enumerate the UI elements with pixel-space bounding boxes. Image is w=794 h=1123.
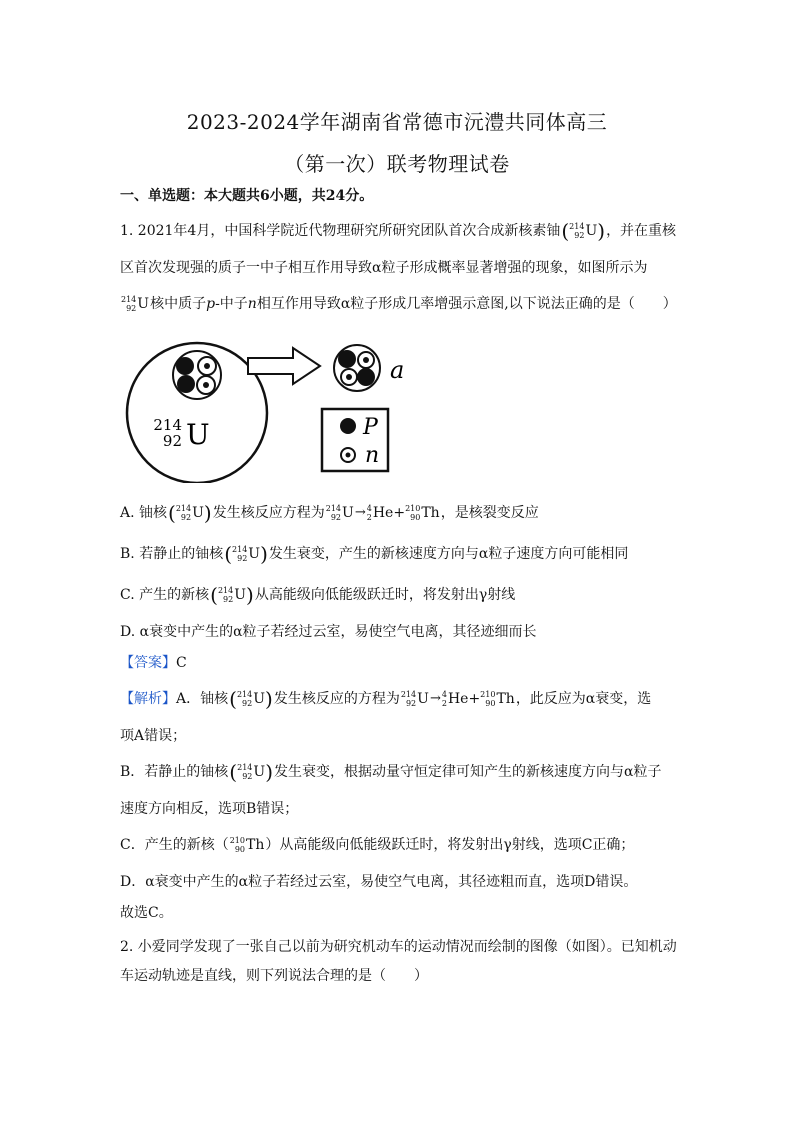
nuclide-u214	[561, 221, 605, 241]
paren-close: )	[265, 687, 273, 711]
figure-atomic-number: 92	[162, 432, 182, 450]
analysis-a-cont: 项A错误；	[120, 728, 187, 744]
option-b	[120, 544, 680, 564]
option-text: A. 铀核	[120, 505, 168, 521]
element-symbol: U	[585, 223, 598, 239]
mass-number: 214	[237, 763, 253, 772]
isotope-numbers	[569, 222, 584, 240]
analysis-text: ）从高能级向低能级跃迁时，将发射出γ射线，选项C正确；	[265, 837, 635, 853]
paren-open: (	[561, 219, 570, 243]
paren-open: (	[210, 583, 218, 607]
nuclide-th210	[230, 835, 265, 855]
paren-close: )	[246, 583, 254, 607]
analysis-d: D．α衰变中产生的α粒子若经过云室，易使空气电离，其径迹粗而直，选项D错误。	[120, 874, 638, 890]
analysis-c	[120, 835, 680, 855]
alpha-cluster-inside	[173, 351, 221, 399]
plus-sign: +	[393, 505, 406, 521]
answer-value: C	[176, 655, 187, 671]
nucleus-figure	[120, 338, 420, 483]
atomic-number: 92	[237, 554, 248, 563]
analysis-text: 发生衰变，根据动量守恒定律可知产生的新核速度方向与α粒子	[274, 764, 662, 780]
atomic-number: 92	[574, 231, 585, 240]
analysis-label: 【解析】	[120, 691, 176, 707]
q1-text: 1. 2021年4月，中国科学院近代物理研究所研究团队首次合成新核素铀	[120, 223, 561, 239]
analysis-b-cont: 速度方向相反，选项B错误；	[120, 801, 299, 817]
element-symbol: He	[372, 505, 394, 521]
answer-line	[120, 653, 680, 673]
mass-number: 210	[405, 504, 421, 513]
page-subtitle: （第一次）联考物理试卷	[284, 152, 510, 176]
atomic-number: 92	[126, 304, 137, 313]
q2-line1: 2. 小爱同学发现了一张自己以前为研究机动车的运动情况而绘制的图像（如图）。已知机动	[120, 939, 677, 955]
q1-line3	[120, 294, 680, 314]
mass-number: 214	[175, 504, 192, 513]
q1-text: 核中质子	[150, 296, 207, 312]
isotope-numbers	[480, 690, 495, 708]
option-text: 从高能级向低能级跃迁时，将发射出γ射线	[254, 587, 516, 603]
mass-number: 4	[366, 504, 372, 513]
answer-label: 【答案】	[120, 655, 176, 671]
analysis-text: B．若静止的铀核	[120, 764, 229, 780]
legend-neutron-label: n	[365, 443, 380, 468]
isotope-numbers	[442, 690, 447, 708]
option-a	[120, 503, 680, 523]
q1-line1	[120, 221, 680, 241]
paren-open: (	[168, 501, 176, 525]
atomic-number: 2	[441, 699, 447, 708]
option-text: ，是核裂变反应	[440, 505, 539, 521]
isotope-numbers	[176, 504, 191, 522]
analysis-text: 发生核反应的方程为	[273, 691, 400, 707]
nuclide-u214	[229, 762, 273, 782]
page-title: 2023-2024学年湖南省常德市沅澧共同体高三	[186, 110, 608, 134]
analysis-b	[120, 762, 680, 782]
mass-number: 214	[400, 690, 417, 699]
mass-number: 210	[229, 836, 245, 845]
element-symbol: U	[192, 505, 204, 521]
isotope-numbers	[405, 504, 420, 522]
plus-sign: +	[468, 691, 481, 707]
atomic-number: 92	[330, 513, 342, 522]
q1-line2: 区首次发现强的质子一中子相互作用导致α粒子形成概率显著增强的现象，如图所示为	[120, 260, 648, 276]
analysis-a	[120, 689, 680, 709]
analysis-text: C．产生的新核（	[120, 837, 229, 853]
mass-number: 210	[480, 690, 496, 699]
q1-text: ，并在重核	[606, 223, 677, 239]
option-text: C. 产生的新核	[120, 587, 210, 603]
atomic-number: 90	[410, 513, 421, 522]
reaction-equation	[326, 503, 440, 523]
q2-line2: 车运动轨迹是直线，则下列说法合理的是（ ）	[120, 968, 428, 984]
element-symbol: U	[137, 296, 150, 312]
option-d: D. α衰变中产生的α粒子若经过云室，易使空气电离，其径迹细而长	[120, 624, 537, 640]
mass-number: 214	[232, 545, 248, 554]
element-symbol: U	[253, 764, 266, 780]
isotope-numbers	[232, 545, 247, 563]
paren-close: )	[597, 219, 606, 243]
paren-close: )	[260, 542, 268, 566]
paren-close: )	[265, 760, 274, 784]
proton-symbol: p	[206, 296, 216, 312]
figure-element-symbol: U	[186, 418, 210, 451]
analysis-text: ，此反应为α衰变，选	[515, 691, 652, 707]
element-symbol: Th	[421, 505, 440, 521]
analysis-text: A．铀核	[176, 691, 229, 707]
isotope-numbers	[230, 836, 245, 854]
element-symbol: U	[253, 691, 266, 707]
mass-number: 4	[441, 690, 447, 699]
section-heading: 一、单选题：本大题共6小题，共24分。	[120, 188, 374, 204]
atomic-number: 90	[234, 845, 245, 854]
element-symbol: U	[342, 505, 354, 521]
mass-number: 214	[325, 504, 342, 513]
reaction-equation	[401, 689, 515, 709]
alpha-label: a	[390, 356, 405, 384]
reaction-arrow: →	[354, 505, 366, 520]
q1-text: -中子	[215, 296, 248, 312]
atomic-number: 92	[180, 513, 192, 522]
paren-open: (	[229, 687, 237, 711]
element-symbol: He	[447, 691, 469, 707]
nuclide-u214	[210, 585, 254, 605]
nuclide-u214	[229, 689, 273, 709]
atomic-number: 92	[242, 699, 253, 708]
nuclide-u214	[224, 544, 268, 564]
neutron-legend-dot	[346, 453, 351, 458]
isotope-numbers	[326, 504, 341, 522]
reaction-arrow: →	[429, 691, 441, 706]
paren-open: (	[229, 760, 238, 784]
element-symbol: Th	[496, 691, 515, 707]
element-symbol: Th	[246, 837, 265, 853]
alpha-particle	[334, 345, 380, 391]
element-symbol: U	[417, 691, 429, 707]
proton-legend-icon	[340, 418, 356, 434]
isotope-numbers	[401, 690, 416, 708]
atomic-number: 90	[485, 699, 496, 708]
option-text: 发生衰变，产生的新核速度方向与α粒子速度方向可能相同	[268, 546, 629, 562]
mass-number: 214	[217, 586, 234, 595]
atomic-number: 92	[242, 772, 253, 781]
atomic-number: 92	[223, 595, 234, 604]
nuclide-u214	[121, 294, 149, 314]
element-symbol: U	[234, 587, 247, 603]
isotope-numbers	[121, 295, 136, 313]
mass-number: 214	[121, 295, 137, 304]
option-text: 发生核反应方程为	[212, 505, 325, 521]
q1-text: 相互作用导致α粒子形成几率增强示意图,以下说法正确的是（ ）	[256, 296, 677, 312]
figure-mass-number: 214	[153, 416, 182, 434]
option-c	[120, 585, 680, 605]
neutron-symbol: n	[247, 296, 257, 312]
mass-number: 214	[236, 690, 253, 699]
isotope-numbers	[218, 586, 233, 604]
element-symbol: U	[248, 546, 261, 562]
isotope-numbers	[237, 763, 252, 781]
atomic-number: 92	[405, 699, 417, 708]
atomic-number: 2	[366, 513, 372, 522]
paren-close: )	[203, 501, 212, 525]
legend-proton-label: P	[363, 415, 378, 440]
analysis-conclusion: 故选C。	[120, 905, 173, 921]
isotope-numbers	[367, 504, 372, 522]
nuclide-u214	[168, 503, 212, 523]
option-text: B. 若静止的铀核	[120, 546, 224, 562]
isotope-numbers	[237, 690, 252, 708]
mass-number: 214	[569, 222, 585, 231]
paren-open: (	[224, 542, 233, 566]
